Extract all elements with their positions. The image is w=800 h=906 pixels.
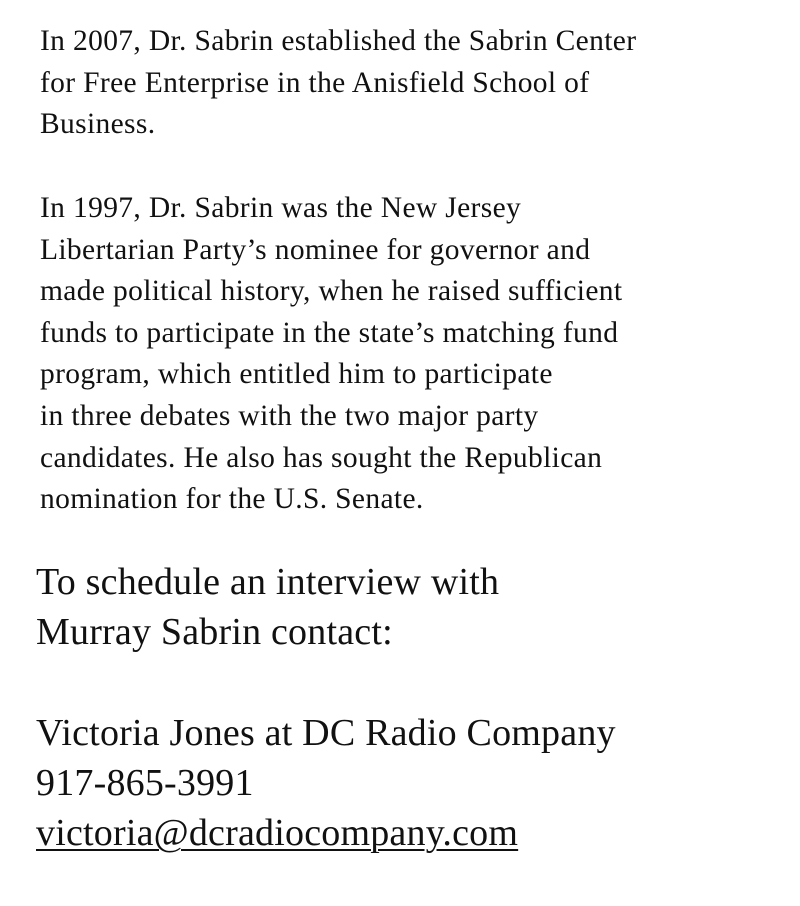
text-line: In 1997, Dr. Sabrin was the New Jersey (40, 192, 522, 224)
schedule-interview-heading (36, 557, 499, 657)
text-line: candidates. He also has sought the Republican (40, 441, 603, 474)
text-line: for Free Enterprise in the Anisfield School of (40, 66, 590, 99)
text-line: made political history, when he raised sufficient (40, 275, 623, 308)
contact-phone: 917-865-3991 (36, 762, 254, 804)
text-line: Libertarian Party’s nominee for governor and (40, 233, 591, 266)
contact-email-link[interactable]: victoria@dcradiocompany.com (36, 812, 519, 854)
text-line: nomination for the U.S. Senate. (40, 483, 424, 516)
contact-name: Victoria Jones at DC Radio Company (36, 712, 616, 754)
contact-block (36, 708, 616, 858)
text-line: in three debates with the two major party (40, 399, 539, 432)
text-line: funds to participate in the state’s matching fund (40, 316, 619, 349)
paragraph-sabrin-center (40, 21, 636, 146)
text-line: Murray Sabrin contact: (36, 611, 393, 653)
text-line: To schedule an interview with (36, 561, 500, 603)
text-line: program, which entitled him to participate (40, 358, 553, 391)
text-line: Business. (40, 108, 156, 141)
text-line: In 2007, Dr. Sabrin established the Sabrin Center (40, 25, 637, 57)
contact-email-line (36, 808, 616, 858)
paragraph-libertarian-nominee (40, 188, 622, 521)
